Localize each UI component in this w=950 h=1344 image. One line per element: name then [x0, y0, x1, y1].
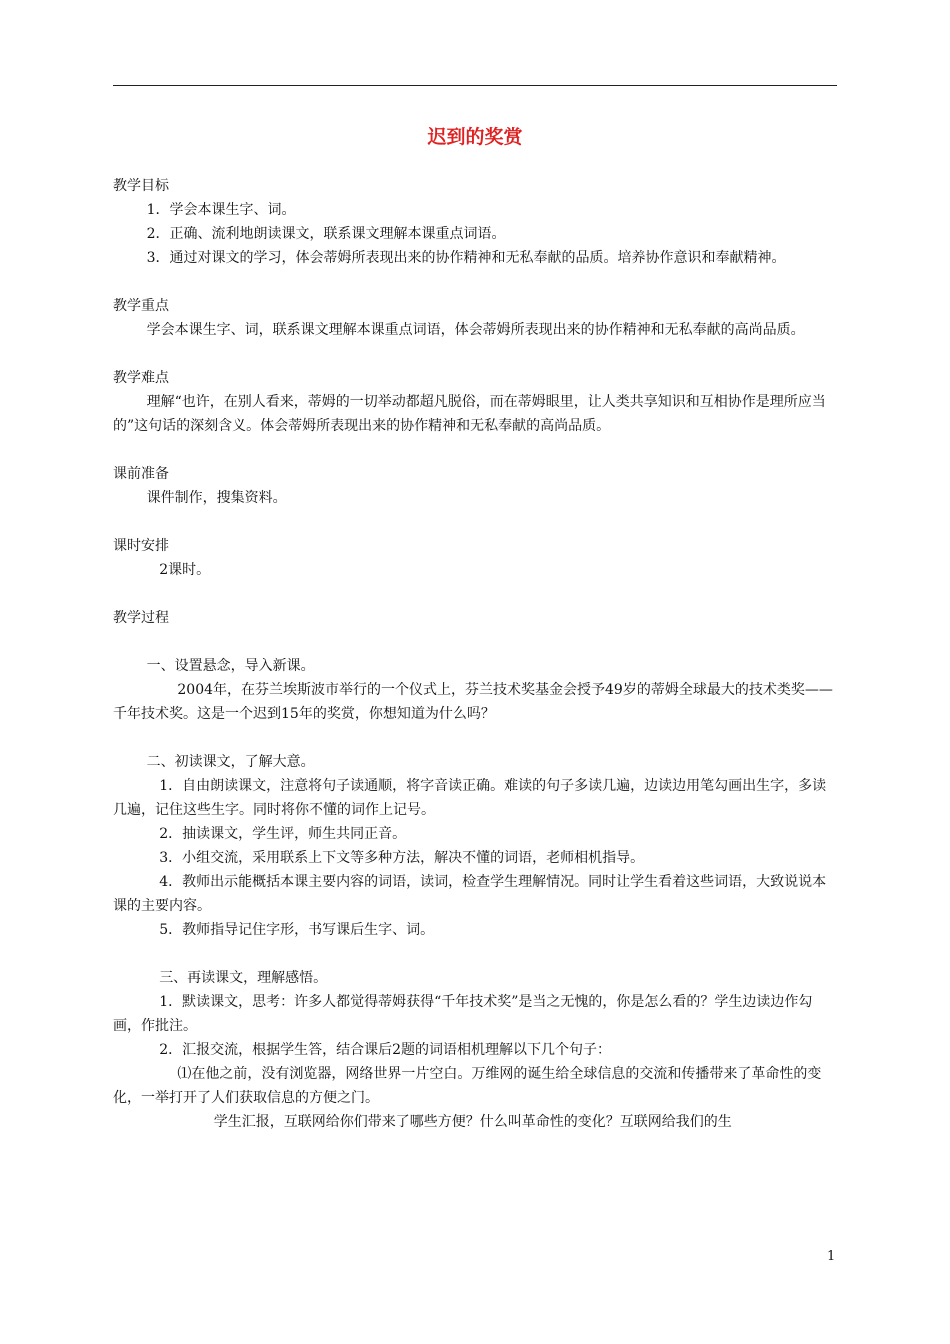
- schedule-text: 2课时。: [159, 562, 211, 578]
- step1-title: 一、设置悬念，导入新课。: [146, 658, 315, 674]
- difficulties-text: 理解“也许，在别人看来，蒂姆的一切举动都超凡脱俗，而在蒂姆眼里，让人类共享知识和互相协作是理所应当的”这句话的深刻含义。体会蒂姆所表现出来的协作精神和无私奉献的高尚品质。: [113, 394, 826, 434]
- page-number: 1: [827, 1249, 836, 1264]
- step3-sub-1-note: 学生汇报，互联网给你们带来了哪些方便？什么叫革命性的变化？互联网给我们的生: [213, 1114, 732, 1130]
- step2-item-5: 5．教师指导记住字形，书写课后生字、词。: [159, 922, 435, 938]
- step3-item-1: 1．默读课文，思考：许多人都觉得蒂姆获得“千年技术奖”是当之无愧的，你是怎么看的？学生边读边作勾画，作批注。: [113, 994, 813, 1034]
- goal-item-3: 3．通过对课文的学习，体会蒂姆所表现出来的协作精神和无私奉献的品质。培养协作意识和奉献精神。: [146, 250, 786, 266]
- step2-item-2: 2．抽读课文，学生评，师生共同正音。: [159, 826, 407, 842]
- step3-sub-1: ⑴在他之前，没有浏览器，网络世界一片空白。万维网的诞生给全球信息的交流和传播带来了革命性的变化，一举打开了人们获取信息的方便之门。: [113, 1066, 822, 1106]
- process-heading: 教学过程: [113, 610, 169, 626]
- difficulties-heading: 教学难点: [113, 370, 169, 386]
- preparation-heading: 课前准备: [113, 466, 169, 482]
- document-body: [113, 174, 837, 1134]
- step2-item-4: 4．教师出示能概括本课主要内容的词语，读词，检查学生理解情况。同时让学生看着这些词语，大致说说本课的主要内容。: [113, 874, 827, 914]
- step2-title: 二、初读课文，了解大意。: [146, 754, 315, 770]
- header-rule: [113, 85, 837, 86]
- document-title: 迟到的奖赏: [427, 126, 523, 148]
- goal-item-2: 2．正确、流利地朗读课文，联系课文理解本课重点词语。: [146, 226, 506, 242]
- key-points-heading: 教学重点: [113, 298, 169, 314]
- goals-heading: 教学目标: [113, 178, 169, 194]
- step3-item-2: 2．汇报交流，根据学生答，结合课后2题的词语相机理解以下几个句子：: [159, 1042, 612, 1058]
- schedule-heading: 课时安排: [113, 538, 169, 554]
- goal-item-1: 1．学会本课生字、词。: [146, 202, 296, 218]
- step1-text: 2004年，在芬兰埃斯波市举行的一个仪式上，芬兰技术奖基金会授予49岁的蒂姆全球最大的技术类奖——千年技术奖。这是一个迟到15年的奖赏，你想知道为什么吗？: [113, 682, 833, 722]
- step2-item-3: 3．小组交流，采用联系上下文等多种方法，解决不懂的词语，老师相机指导。: [159, 850, 645, 866]
- preparation-text: 课件制作，搜集资料。: [146, 490, 287, 506]
- step3-title: 三、再读课文，理解感悟。: [159, 970, 328, 986]
- step2-item-1: 1．自由朗读课文，注意将句子读通顺，将字音读正确。难读的句子多读几遍，边读边用笔勾画出生字，多读几遍，记住这些生字。同时将你不懂的词作上记号。: [113, 778, 827, 818]
- key-points-text: 学会本课生字、词，联系课文理解本课重点词语，体会蒂姆所表现出来的协作精神和无私奉献的高尚品质。: [146, 322, 805, 338]
